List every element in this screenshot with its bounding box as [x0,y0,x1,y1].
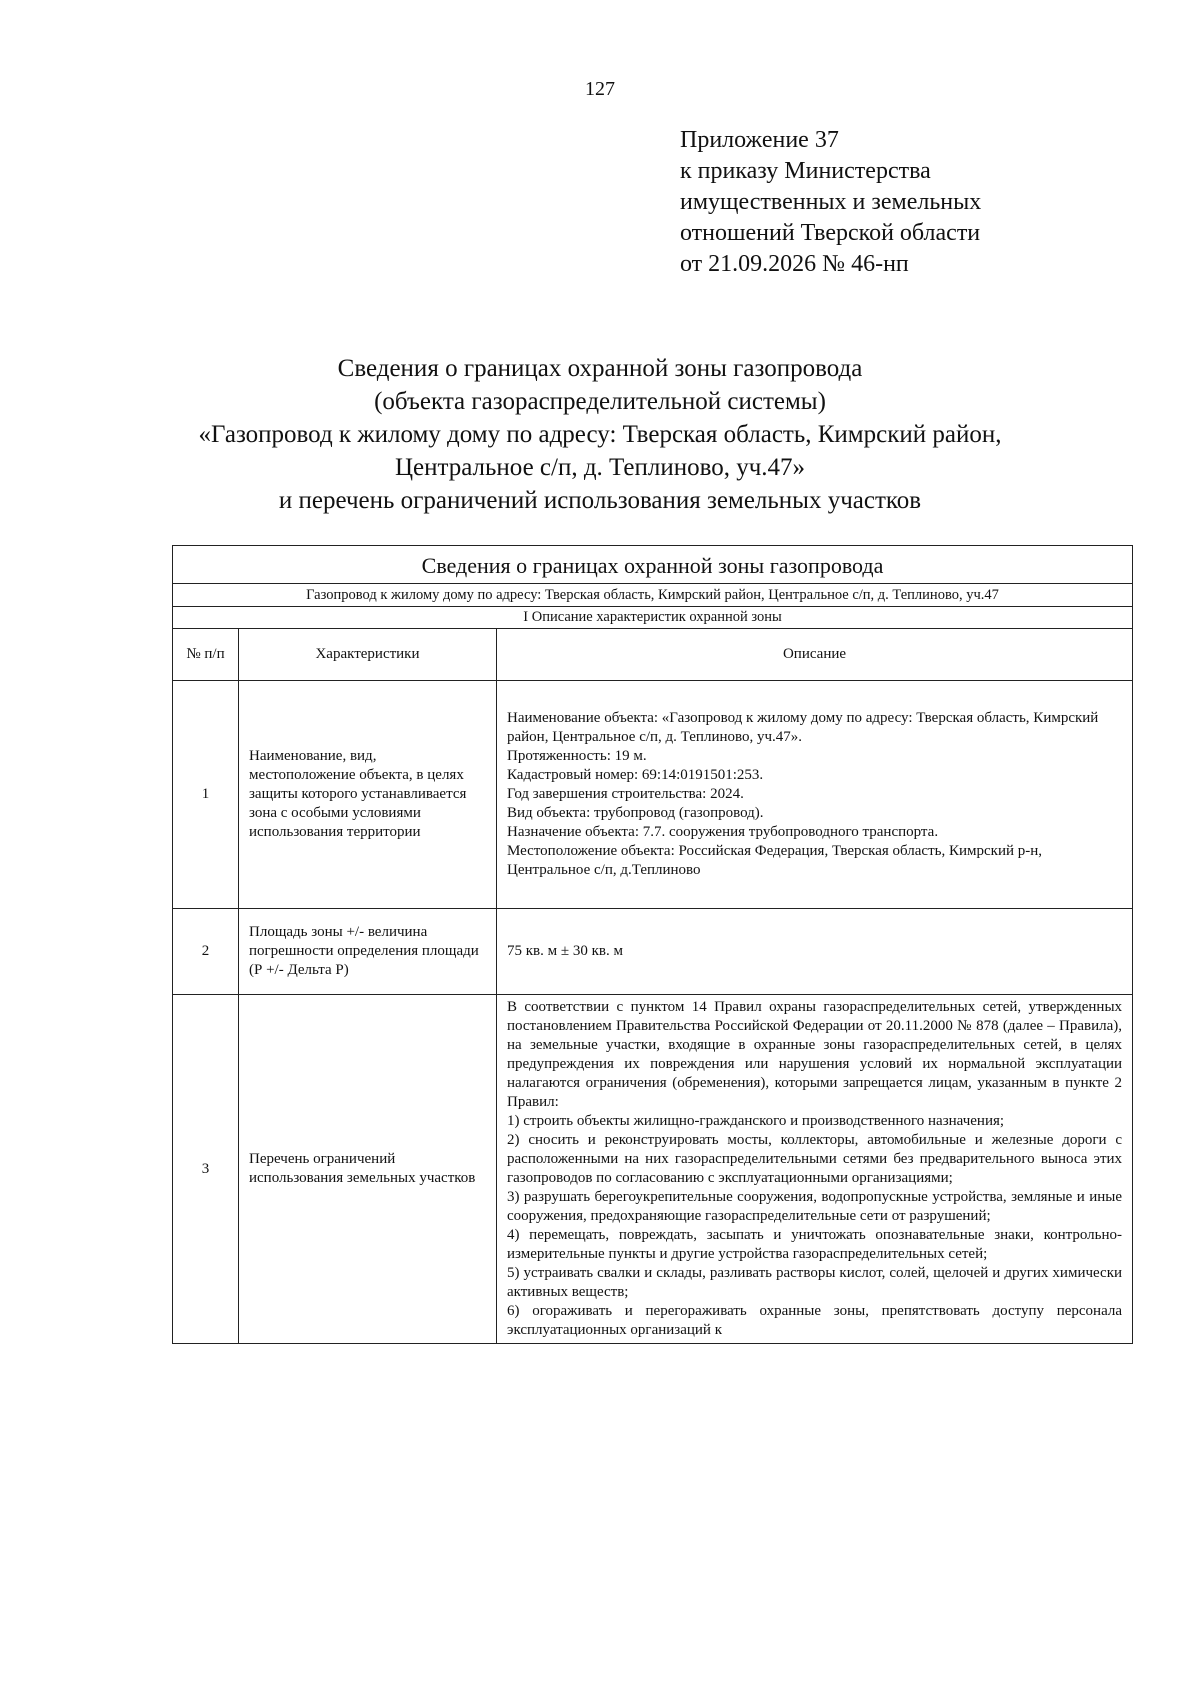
description-line: 1) строить объекты жилищно-гражданского и производственного назначения; [507,1113,1005,1129]
description-line: Протяженность: 19 м. [507,748,647,764]
description-line: 75 кв. м ± 30 кв. м [507,943,623,959]
row-description [497,681,1133,909]
title-line: и перечень ограничений использования земельных участков [278,487,922,514]
appendix-block [680,125,981,280]
description-line: 3) разрушать берегоукрепительные сооружения, водопропускные устройства, земляные и иные сооружения, предохраняющие газораспределительные сети от разрушений; [507,1189,1123,1224]
title-line: Сведения о границах охранной зоны газопровода [337,355,863,382]
appendix-line: к приказу Министерства [680,158,931,184]
row-number: 3 [173,995,239,1344]
description-line: 2) сносить и реконструировать мосты, коллекторы, автомобильные и железные дороги с расположенными на них газораспределительными сетями без предварительного выноса этих газопроводов по согласованию с эксплуатационными организациями; [507,1132,1123,1186]
table-row [173,995,1133,1344]
title-line: «Газопровод к жилому дому по адресу: Тверская область, Кимрский район, [198,421,1002,448]
title-line: Центральное с/п, д. Теплиново, уч.47» [394,454,806,481]
description-line: 5) устраивать свалки и склады, разливать растворы кислот, солей, щелочей и других химически активных веществ; [507,1265,1123,1300]
table-row [173,681,1133,909]
description-line: Местоположение объекта: Российская Федерация, Тверская область, Кимрский р-н, Центральное с/п, д.Теплиново [507,843,1043,878]
table-object-line: Газопровод к жилому дому по адресу: Тверская область, Кимрский район, Центральное с/п, д. Теплиново, уч.47 [173,584,1133,607]
column-header-number: № п/п [173,629,239,681]
zone-table [172,545,1133,1344]
document-title [60,352,1140,517]
table-heading: Сведения о границах охранной зоны газопровода [173,546,1133,584]
column-header-description: Описание [497,629,1133,681]
appendix-line: имущественных и земельных [680,189,982,215]
description-line: Назначение объекта: 7.7. сооружения трубопроводного транспорта. [507,824,939,840]
row-number: 1 [173,681,239,909]
description-line: Наименование объекта: «Газопровод к жилому дому по адресу: Тверская область, Кимрский район, Центральное с/п, д. Теплиново, уч.47». [507,710,1099,745]
table-row [173,909,1133,995]
description-line: Вид объекта: трубопровод (газопровод). [507,805,764,821]
description-line: 4) перемещать, повреждать, засыпать и уничтожать опознавательные знаки, контрольно-измерительные пункты и другие устройства газораспределительных сетей; [507,1227,1123,1262]
description-line: Год завершения строительства: 2024. [507,786,744,802]
appendix-line: отношений Тверской области [680,220,981,246]
row-characteristic: Площадь зоны +/- величина погрешности определения площади (Р +/- Дельта Р) [239,909,497,995]
description-line: Кадастровый номер: 69:14:0191501:253. [507,767,764,783]
description-line: В соответствии с пунктом 14 Правил охраны газораспределительных сетей, утвержденных постановлением Правительства Российской Федерации от 20.11.2000 № 878 (далее – Правила), на земельные участки, входящие в охранные зоны газораспределительных сетей, в целях предупреждения их повреждения или нарушения условий их нормальной эксплуатации налагаются ограничения (обременения), которыми запрещается лицам, указанным в пункте 2 Правил: [507,999,1123,1110]
appendix-line: от 21.09.2026 № 46-нп [680,251,909,277]
row-characteristic: Перечень ограничений использования земельных участков [239,995,497,1344]
appendix-line: Приложение 37 [680,127,839,153]
row-description [497,909,1133,995]
row-characteristic: Наименование, вид, местоположение объекта, в целях защиты которого устанавливается зона с особыми условиями использования территории [239,681,497,909]
title-line: (объекта газораспределительной системы) [374,388,826,415]
table-section-title: I Описание характеристик охранной зоны [173,607,1133,629]
row-description [497,995,1133,1344]
row-number: 2 [173,909,239,995]
column-header-characteristics: Характеристики [239,629,497,681]
page-number: 127 [585,78,615,100]
description-line: 6) огораживать и перегораживать охранные зоны, препятствовать доступу персонала эксплуатационных организаций к [507,1303,1123,1338]
